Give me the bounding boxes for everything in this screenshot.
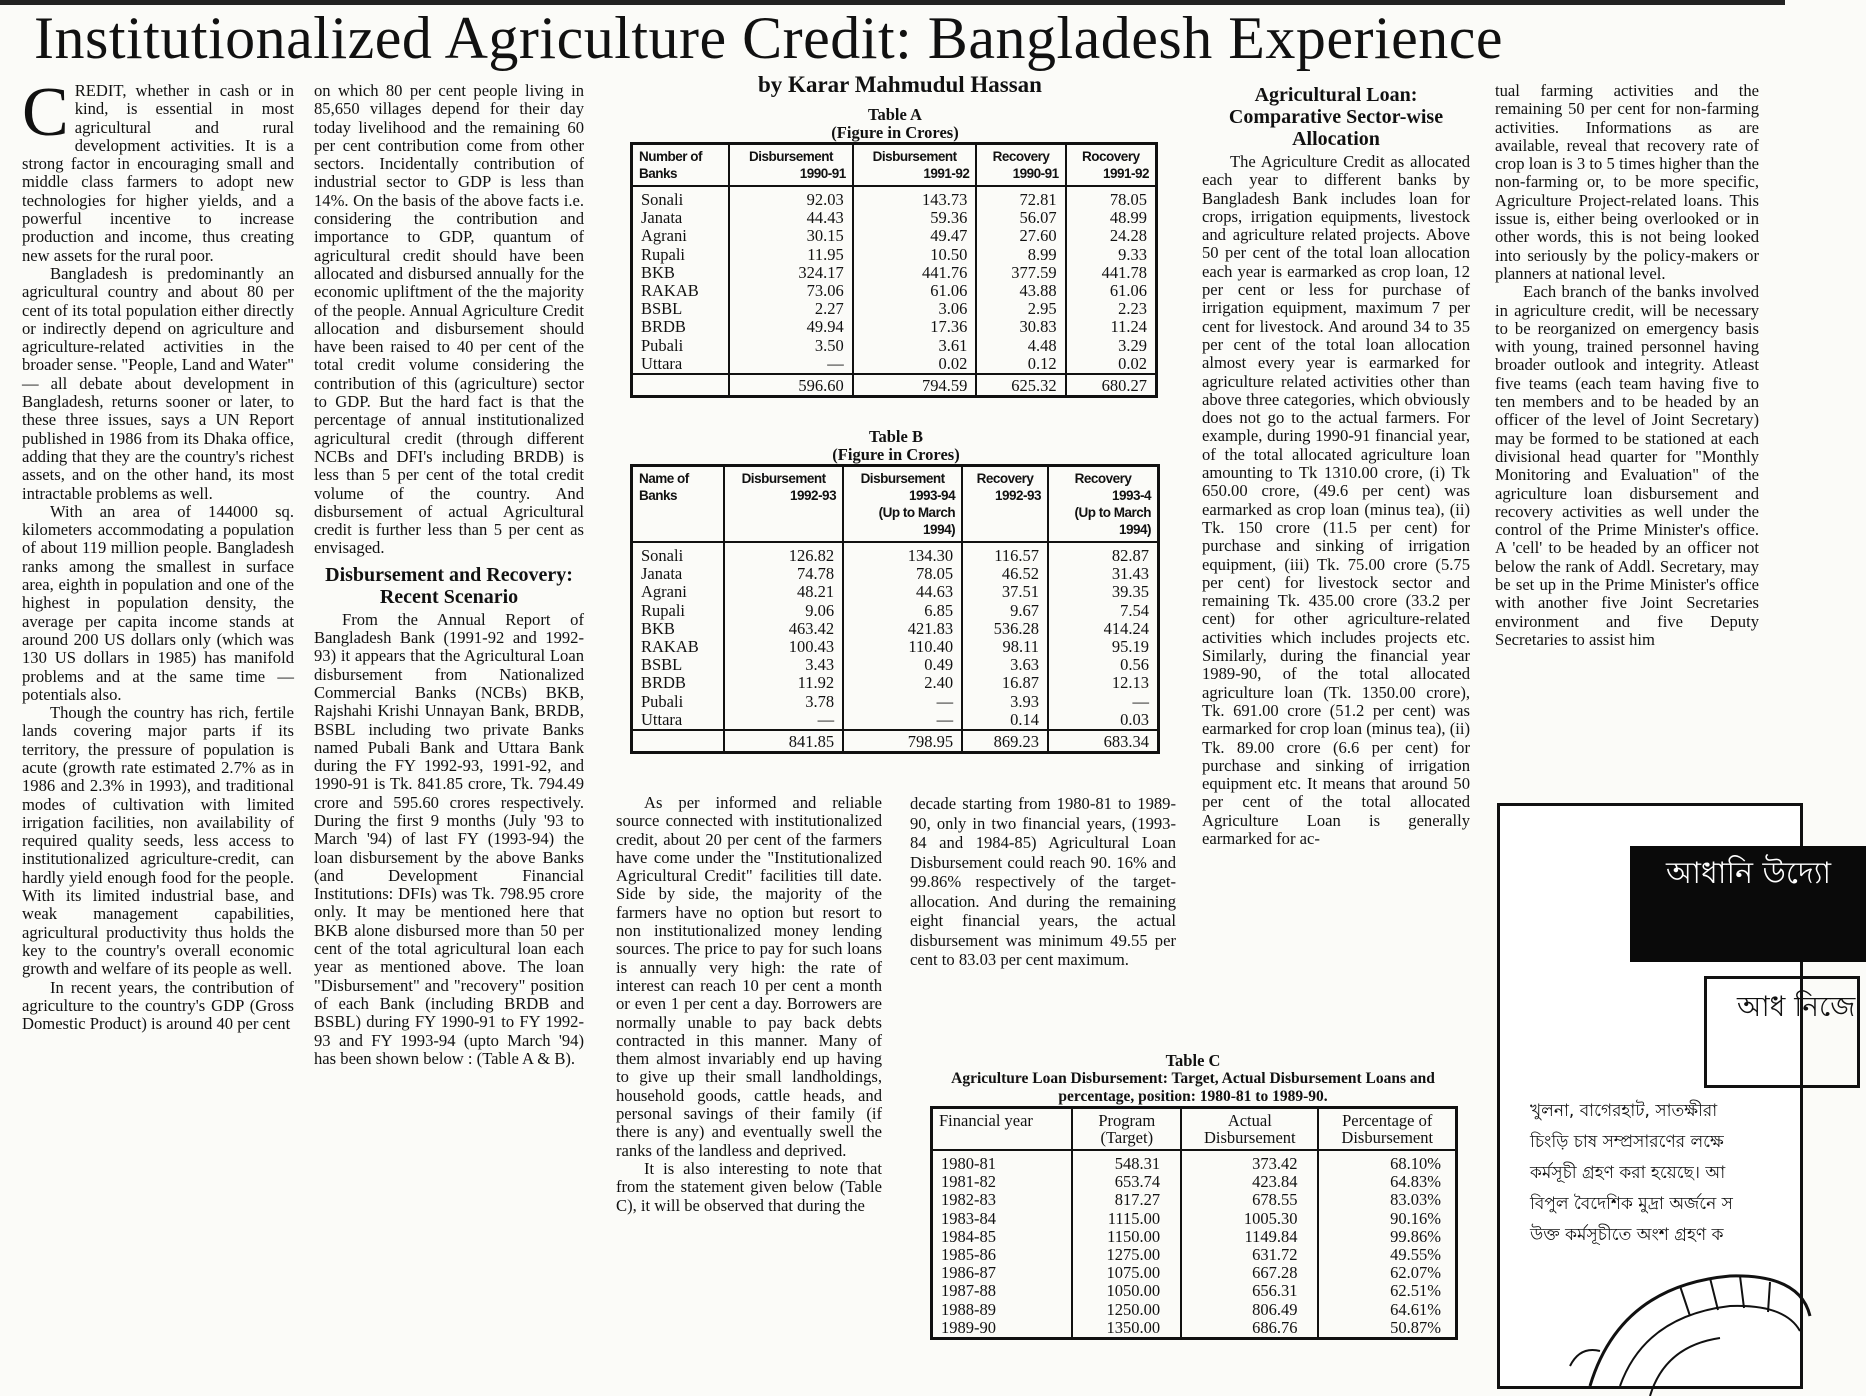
header-line: 1993-4: [1111, 488, 1151, 503]
table-b-title: Table B: [869, 427, 923, 446]
table-cell: 48.99: [1066, 209, 1157, 227]
table-cell: 1150.00: [1072, 1228, 1181, 1246]
table-cell: 78.05: [843, 565, 962, 583]
table-cell: 95.19: [1048, 638, 1158, 656]
table-cell: 134.30: [843, 542, 962, 565]
ad-line: কর্মসূচী গ্রহণ করা হয়েছে। আ: [1530, 1163, 1726, 1183]
column-header: [1181, 1108, 1318, 1151]
table-cell: 83.03%: [1318, 1191, 1456, 1209]
table-row: [632, 246, 1157, 264]
row-label: BSBL: [641, 655, 683, 675]
table-c-title: Table C: [1165, 1051, 1221, 1070]
ad-line: খুলনা, বাগেরহাট, সাতক্ষীরা: [1530, 1101, 1718, 1121]
table-cell: 39.35: [1048, 583, 1158, 601]
row-label: Janata: [641, 564, 683, 584]
table-cell: 68.10%: [1318, 1150, 1456, 1173]
paragraph: Though the country has rich, fertile lands covering major parts if its territory, the pressure of population is acute (growth rate estimated 2.7% as in 1986 and 2.3% in 1993), and traditional modes of cultivation with limited irrigation facilities, non availability of required quality seeds, less access to institutionalized agriculture-credit, can hardly yield enough food for the people. With its limited industrial base, and weak management capabilities, agricultural productivity thus holds the key to the country's overall economic growth and welfare of its people as well.: [22, 703, 294, 979]
table-row: [632, 318, 1157, 336]
table-cell: 24.28: [1066, 227, 1157, 245]
table-row: [632, 355, 1157, 374]
row-label: 1989-90: [941, 1317, 996, 1337]
ad-line: বিপুল বৈদেশিক মুদ্রা অর্জনে স: [1530, 1194, 1733, 1214]
shrimp-illustration-icon: [1560, 1246, 1820, 1396]
table-cell: 1250.00: [1072, 1301, 1181, 1319]
table-cell: —: [729, 355, 853, 374]
paragraph: Each branch of the banks involved in agriculture credit, will be necessary to be reorganized on emergency basis with young, trained personnel having broader outlook and integrity. Atleast five teams (each team having five to ten members and to be headed by an officer of the level of Joint Secretary) may be formed to be stationed at each divisional head quarter for "Monthly Monitoring and Evaluation" of the agriculture loan disbursement and recovery activities as well under the control of the Prime Minister's office. A 'cell' to be headed by an officer not below the rank of Addl. Secretary, may be set up in the Prime Minister's office with another five Joint Secretaries environment and five Deputy Secretaries to assist him: [1495, 282, 1759, 649]
row-label: Sonali: [641, 546, 684, 565]
header-line: 1994): [923, 522, 956, 537]
row-label: Sonali: [641, 190, 684, 209]
row-label: Agrani: [641, 582, 687, 602]
column-header: [932, 1108, 1073, 1151]
column-header: [1072, 1108, 1181, 1151]
header-line: Banks: [639, 166, 678, 181]
table-header-row: [632, 466, 1159, 543]
table-cell: 27.60: [976, 227, 1065, 245]
header-line: Percentage of: [1342, 1111, 1433, 1130]
table-a: [630, 142, 1158, 398]
column-header: [724, 466, 843, 543]
table-cell: 49.55%: [1318, 1246, 1456, 1264]
table-cell: 441.76: [853, 264, 977, 282]
table-row: [932, 1246, 1457, 1264]
table-c: [930, 1106, 1458, 1340]
row-label: 1984-85: [941, 1226, 996, 1246]
table-cell: 9.06: [724, 602, 843, 620]
table-cell: 12.13: [1048, 674, 1158, 692]
table-cell: 11.95: [729, 246, 853, 264]
table-cell: 78.05: [1066, 186, 1157, 209]
table-row: [932, 1264, 1457, 1282]
table-cell: 463.42: [724, 620, 843, 638]
header-line: Disbursement: [1203, 1128, 1296, 1147]
ad-line: উক্ত কর্মসূচীতে অংশ গ্রহণ ক: [1530, 1225, 1724, 1245]
table-cell: 686.76: [1181, 1319, 1318, 1339]
table-cell: 414.24: [1048, 620, 1158, 638]
table-cell: 46.52: [962, 565, 1048, 583]
table-cell: 74.78: [724, 565, 843, 583]
row-label: 1980-81: [941, 1154, 996, 1173]
table-cell: 324.17: [729, 264, 853, 282]
table-a-subtitle: (Figure in Crores): [831, 123, 959, 142]
table-row: [632, 693, 1159, 711]
table-cell: 9.67: [962, 602, 1048, 620]
table-row: [632, 300, 1157, 318]
row-label: RAKAB: [641, 281, 699, 301]
row-label: Uttara: [641, 709, 683, 729]
table-b: [630, 464, 1160, 754]
table-cell: 50.87%: [1318, 1319, 1456, 1339]
table-total-row: [632, 730, 1159, 753]
row-label: BRDB: [641, 317, 686, 337]
row-label: Uttara: [641, 353, 683, 373]
table-cell: 3.93: [962, 693, 1048, 711]
total-label: [632, 730, 725, 753]
table-cell: 4.48: [976, 337, 1065, 355]
header-line: Disbursement: [860, 471, 945, 486]
header-line: Recovery: [976, 471, 1034, 486]
row-label: 1988-89: [941, 1299, 996, 1319]
row-label: Rupali: [641, 244, 685, 264]
paragraph: With an area of 144000 sq. kilometers accommodating a population of about 119 million people. Bangladesh ranks among the smallest in surface area, eighth in population and one of the highest in population density, the average per capita income stands at around 200 US dollars only (which was 130 US dollars in 1985) has manifold problems and at the same time — potentials also.: [22, 501, 294, 704]
table-cell: 62.07%: [1318, 1264, 1456, 1282]
table-row: [932, 1191, 1457, 1209]
table-cell: 0.14: [962, 711, 1048, 730]
row-label: Pubali: [641, 335, 684, 355]
table-row: [632, 638, 1159, 656]
table-c-subtitle: Agriculture Loan Disbursement: Target, Actual Disbursement Loans and percentage, position: 1980-81 to 1989-90.: [951, 1070, 1435, 1105]
section-subhead: Disbursement and Recovery: Recent Scenario: [325, 563, 573, 608]
column-header: [729, 144, 853, 187]
table-row: [932, 1228, 1457, 1246]
table-cell: 98.11: [962, 638, 1048, 656]
table-cell: 1005.30: [1181, 1210, 1318, 1228]
table-cell: 3.06: [853, 300, 977, 318]
header-line: Disbursement: [1341, 1128, 1434, 1147]
table-cell: 0.12: [976, 355, 1065, 374]
paragraph: In recent years, the contribution of agriculture to the country's GDP (Gross Domestic Product) is around 40 per cent: [22, 977, 294, 1034]
table-cell: 64.61%: [1318, 1301, 1456, 1319]
table-row: [632, 674, 1159, 692]
header-line: 1992-93: [994, 488, 1042, 503]
table-row: [932, 1282, 1457, 1300]
table-cell: 377.59: [976, 264, 1065, 282]
column-header: [853, 144, 977, 187]
table-cell: 0.02: [1066, 355, 1157, 374]
column-header: [843, 466, 962, 543]
table-cell: 653.74: [1072, 1173, 1181, 1191]
column-3: [616, 794, 882, 1215]
table-cell: 2.27: [729, 300, 853, 318]
paragraph: The Agriculture Credit as allocated each year to different banks by Bangladesh Bank includes loan for crops, irrigation equipments, livestock and agriculture related projects. Above 50 per cent of the total loan allocation each year is earmarked as crop loan, 12 per cent or less for purchase of irrigation equipment, maximum 7 per cent for livestock. And around 34 to 35 per cent of the total loan allocation almost every year is earmarked for agriculture related activities other than above three categories, which obviously does not go to the actual farmers. For example, during 1990-91 financial year, of the total allocated agriculture loan amounting to Tk 1310.00 crore, (i) Tk 650.00 crore, (49.6 per cent) was earmarked as crop loan (minus tea), (ii) Tk. 150 crore (11.5 per cent) for purchase and sinking of irrigation equipment, (iii) Tk. 75.00 crore (5.75 per cent) for livestock sector and remaining Tk. 435.00 crore (33.2 per cent) for other agriculture-related activities which includes projects etc. Similarly, during the financial year 1989-90, of the total allocated agriculture loan (Tk. 1350.00 crore), Tk. 691.00 crore (51.2 per cent) was earmarked for crop loan (minus tea), (ii) Tk. 89.00 crore (6.6 per cent) for purchase and sinking of irrigation equipment etc. It means that around 50 per cent of the total allocated Agriculture Loan is generally earmarked for ac-: [1202, 152, 1470, 848]
advertisement: [1497, 803, 1856, 1389]
row-label: BSBL: [641, 299, 683, 319]
total-cell: 683.34: [1048, 730, 1158, 753]
table-cell: 110.40: [843, 638, 962, 656]
column-header: [976, 144, 1065, 187]
table-cell: 16.87: [962, 674, 1048, 692]
header-line: Recovery: [1074, 471, 1132, 486]
table-row: [632, 264, 1157, 282]
table-total-row: [632, 374, 1157, 397]
table-cell: 90.16%: [1318, 1210, 1456, 1228]
ad-box: আধ নিজে: [1704, 976, 1860, 1088]
table-cell: 656.31: [1181, 1282, 1318, 1300]
row-label: 1986-87: [941, 1263, 996, 1283]
total-cell: 798.95: [843, 730, 962, 753]
row-label: 1987-88: [941, 1281, 996, 1301]
column-header: [632, 144, 730, 187]
table-header-row: [632, 144, 1157, 187]
headline: Institutionalized Agriculture Credit: Bangladesh Experience: [34, 5, 1504, 71]
column-header: [632, 466, 725, 543]
column-5: [1202, 84, 1470, 848]
column-1: [22, 74, 294, 1034]
row-label: 1985-86: [941, 1245, 996, 1265]
header-line: Disbursement: [741, 471, 826, 486]
table-cell: —: [1048, 693, 1158, 711]
table-row: [632, 209, 1157, 227]
header-line: 1990-91: [1012, 166, 1059, 181]
header-line: 1990-91: [799, 166, 846, 181]
column-2: [314, 82, 584, 1068]
table-cell: 64.83%: [1318, 1173, 1456, 1191]
table-cell: 61.06: [1066, 282, 1157, 300]
table-cell: 1115.00: [1072, 1210, 1181, 1228]
table-b-block: [630, 428, 1162, 754]
table-cell: 44.43: [729, 209, 853, 227]
table-cell: 1050.00: [1072, 1282, 1181, 1300]
table-row: [632, 565, 1159, 583]
row-label: Pubali: [641, 691, 684, 711]
table-cell: 92.03: [729, 186, 853, 209]
table-row: [932, 1150, 1457, 1173]
table-cell: 1075.00: [1072, 1264, 1181, 1282]
table-cell: 56.07: [976, 209, 1065, 227]
table-cell: 100.43: [724, 638, 843, 656]
table-row: [632, 602, 1159, 620]
table-c-block: [928, 1052, 1458, 1340]
table-row: [932, 1301, 1457, 1319]
header-line: 1994): [1118, 522, 1151, 537]
column-header: [1318, 1108, 1456, 1151]
table-cell: 817.27: [1072, 1191, 1181, 1209]
table-cell: 3.63: [962, 656, 1048, 674]
table-cell: 49.47: [853, 227, 977, 245]
table-row: [632, 656, 1159, 674]
header-line: Disbursement: [748, 149, 834, 164]
header-line: Rocovery: [1082, 149, 1140, 164]
column-4: [910, 794, 1176, 970]
table-cell: 2.40: [843, 674, 962, 692]
table-row: [632, 620, 1159, 638]
table-a-title: Table A: [868, 105, 922, 124]
row-label: 1981-82: [941, 1172, 996, 1192]
paragraph: Bangladesh is predominantly an agricultural country and about 80 per cent of its total population either directly or indirectly depend on agriculture and agriculture-related activities in the broader sense. "People, Land and Water" — all debate about development in Bangladesh, returns sooner or later, to these three issues, says a UN Report published in 1986 from its Dhaka office, adding that they are the country's richest assets, and on the other hand, its most intractable problems as well.: [22, 263, 294, 503]
header-line: Actual: [1227, 1111, 1272, 1130]
header-line: Disbursement: [872, 149, 957, 164]
table-cell: 3.61: [853, 337, 977, 355]
paragraph: From the Annual Report of Bangladesh Bank (1991-92 and 1992-93) it appears that the Agricultural Loan disbursement from Nationalized Commercial Banks (NCBs) BKB, Rajshahi Krishi Unnayan Bank, BRDB, BSBL including two private Banks named Pubali Bank and Uttara Bank during the FY 1992-93, 1991-92, and 1990-91 is Tk. 841.85 crore, Tk. 794.49 crore and 595.60 crores respectively. During the first 9 months (July '93 to March '94) of last FY (1993-94) the loan disbursement by the above Banks (and Development Financial Institutions: DFIs) was Tk. 798.95 crore only. It may be mentioned here that BKB alone disbursed more than 50 per cent of the total agricultural loan each year as mentioned above. The loan "Disbursement" and "recovery" position of each Bank (including BRDB and BSBL) during FY 1990-91 to FY 1992-93 and FY 1993-94 (upto March '94) has been shown below : (Table A & B).: [314, 609, 584, 1068]
table-cell: 72.81: [976, 186, 1065, 209]
table-cell: 37.51: [962, 583, 1048, 601]
header-line: Financial year: [939, 1111, 1033, 1130]
header-line: (Up to March: [878, 505, 956, 520]
table-row: [932, 1210, 1457, 1228]
table-cell: 44.63: [843, 583, 962, 601]
table-cell: 2.95: [976, 300, 1065, 318]
header-line: Banks: [639, 488, 678, 503]
table-cell: 126.82: [724, 542, 843, 565]
table-cell: 421.83: [843, 620, 962, 638]
table-cell: 1275.00: [1072, 1246, 1181, 1264]
table-row: [632, 282, 1157, 300]
table-cell: 11.24: [1066, 318, 1157, 336]
table-row: [632, 227, 1157, 245]
table-cell: 6.85: [843, 602, 962, 620]
table-row: [632, 542, 1159, 565]
lead-text: REDIT, whether in cash or in kind, is essential in most agricultural and rural development activities. It is a strong factor in encouraging small and middle class farmers to adopt new technologies for higher yields, and a powerful incentive to increase production and income, thus creating new assets for the rural poor.: [22, 81, 294, 265]
paragraph: tual farming activities and the remaining 50 per cent for non-farming activities. Informations as are available, reveal that recovery rate of crop loan is 3 to 5 times higher than the non-farming or, to be more specific, Agriculture Project-related loans. This issue is, either being overlooked or in other words, this is not being looked into seriously by the policy-makers or planners at national level.: [1495, 81, 1759, 283]
column-header: [1066, 144, 1157, 187]
table-cell: 11.92: [724, 674, 843, 692]
table-cell: —: [843, 711, 962, 730]
column-header: [962, 466, 1048, 543]
row-label: BKB: [641, 262, 675, 282]
byline: by Karar Mahmudul Hassan: [758, 72, 1042, 97]
header-line: Number of: [639, 149, 702, 164]
table-row: [632, 583, 1159, 601]
row-label: Agrani: [641, 226, 687, 246]
table-cell: 3.78: [724, 693, 843, 711]
header-line: Program: [1098, 1111, 1156, 1130]
total-label: [632, 374, 730, 397]
table-cell: 3.29: [1066, 337, 1157, 355]
table-cell: 30.83: [976, 318, 1065, 336]
table-cell: 10.50: [853, 246, 977, 264]
table-cell: 62.51%: [1318, 1282, 1456, 1300]
table-cell: 631.72: [1181, 1246, 1318, 1264]
table-header-row: [932, 1108, 1457, 1151]
ad-text-lines: [1530, 1096, 1830, 1251]
header-line: Recovery: [992, 149, 1050, 164]
row-label: 1983-84: [941, 1208, 996, 1228]
total-cell: 596.60: [729, 374, 853, 397]
table-cell: 7.54: [1048, 602, 1158, 620]
table-cell: 61.06: [853, 282, 977, 300]
header-line: 1992-93: [790, 488, 837, 503]
total-cell: 869.23: [962, 730, 1048, 753]
ad-line: চিংড়ি চাষ সম্প্রসারণের লক্ষে: [1530, 1132, 1724, 1152]
table-a-block: [630, 106, 1160, 398]
table-cell: 43.88: [976, 282, 1065, 300]
table-cell: 667.28: [1181, 1264, 1318, 1282]
paragraph: decade starting from 1980-81 to 1989-90, only in two financial years, (1993-84 and 1984-85) Agricultural Loan Disbursement could reach 90. 16% and 99.86% respectively of the target-allocation. And during the remaining eight financial years, the actual disbursement was minimum 49.55 per cent to 83.03 per cent maximum.: [910, 794, 1176, 969]
table-cell: 31.43: [1048, 565, 1158, 583]
header-line: 1993-94: [909, 488, 956, 503]
table-cell: 3.43: [724, 656, 843, 674]
section-subhead: Agricultural Loan: Comparative Sector-wise Allocation: [1228, 84, 1444, 150]
table-b-subtitle: (Figure in Crores): [832, 445, 960, 464]
row-label: Janata: [641, 208, 683, 228]
table-cell: 548.31: [1072, 1150, 1181, 1173]
header-line: 1991-92: [923, 166, 970, 181]
table-cell: —: [724, 711, 843, 730]
row-label: BRDB: [641, 673, 686, 693]
table-cell: 82.87: [1048, 542, 1158, 565]
table-cell: 373.42: [1181, 1150, 1318, 1173]
table-cell: 423.84: [1181, 1173, 1318, 1191]
table-cell: 1350.00: [1072, 1319, 1181, 1339]
table-row: [632, 337, 1157, 355]
table-cell: 3.50: [729, 337, 853, 355]
paragraph: on which 80 per cent people living in 85,650 villages depend for their day today livelihood and the remaining 60 per cent contribution come from other sectors. Incidentally contribution of industrial sector to GDP is less than 14%. On the basis of the above facts i.e. considering the contribution and importance to GDP, quantum of agricultural credit should have been allocated and disbursed annually for the economic upliftment of the the majority of the people. Annual Agriculture Credit allocation and disbursement should have been raised to 40 per cent of the total credit volume considering the contribution of this (agriculture) sector to GDP. But the hard fact is that the percentage of annual institutionalized agricultural credit (through different NCBs and DFI's including BRDB) is less than 5 per cent of the total credit volume of the country. And disbursement of actual Agricultural credit is further less than 5 per cent as envisaged.: [314, 81, 584, 558]
table-row: [932, 1319, 1457, 1339]
table-cell: 116.57: [962, 542, 1048, 565]
header-line: 1991-92: [1102, 166, 1149, 181]
total-cell: 680.27: [1066, 374, 1157, 397]
table-row: [632, 711, 1159, 730]
lead-paragraph: [22, 74, 294, 265]
row-label: 1982-83: [941, 1190, 996, 1210]
total-cell: 841.85: [724, 730, 843, 753]
header-line: (Target): [1100, 1128, 1154, 1147]
table-cell: 73.06: [729, 282, 853, 300]
header-line: Name of: [639, 471, 689, 486]
paragraph: It is also interesting to note that from the statement given below (Table C), it will be observed that during the: [616, 1158, 882, 1215]
table-row: [932, 1173, 1457, 1191]
table-cell: 678.55: [1181, 1191, 1318, 1209]
row-label: Rupali: [641, 600, 685, 620]
table-cell: 49.94: [729, 318, 853, 336]
table-cell: 0.56: [1048, 656, 1158, 674]
column-header: [1048, 466, 1158, 543]
table-cell: 59.36: [853, 209, 977, 227]
header-line: (Up to March: [1074, 505, 1151, 520]
ad-banner: আধানি উদ্যো: [1630, 846, 1866, 962]
table-cell: 0.03: [1048, 711, 1158, 730]
table-cell: —: [843, 693, 962, 711]
table-cell: 17.36: [853, 318, 977, 336]
table-cell: 806.49: [1181, 1301, 1318, 1319]
row-label: RAKAB: [641, 637, 699, 657]
table-cell: 8.99: [976, 246, 1065, 264]
column-6: [1495, 82, 1759, 649]
table-cell: 536.28: [962, 620, 1048, 638]
table-cell: 30.15: [729, 227, 853, 245]
table-cell: 0.49: [843, 656, 962, 674]
row-label: BKB: [641, 618, 675, 638]
paragraph: As per informed and reliable source connected with institutionalized credit, about 20 per cent of the farmers have come under the "Institutionalized Agricultural Credit" facilities till date. Side by side, the majority of the farmers have no option but resort to non institutionalized money lending sources. The price to pay for such loans is annually very high: the rate of interest can reach 10 per cent a month or even 1 per cent a day. Borrowers are normally unable to pay back debts contracted in this manner. Many of them almost invariably end up having to give up their small landholdings, household goods, cattle heads, and personal savings of their family (if there is any) and eventually swell the ranks of the landless and deprived.: [616, 793, 882, 1160]
table-cell: 99.86%: [1318, 1228, 1456, 1246]
table-cell: 2.23: [1066, 300, 1157, 318]
total-cell: 625.32: [976, 374, 1065, 397]
total-cell: 794.59: [853, 374, 977, 397]
table-cell: 9.33: [1066, 246, 1157, 264]
table-cell: 143.73: [853, 186, 977, 209]
table-row: [632, 186, 1157, 209]
table-cell: 48.21: [724, 583, 843, 601]
drop-cap: C: [22, 74, 69, 151]
table-cell: 441.78: [1066, 264, 1157, 282]
table-cell: 0.02: [853, 355, 977, 374]
table-cell: 1149.84: [1181, 1228, 1318, 1246]
